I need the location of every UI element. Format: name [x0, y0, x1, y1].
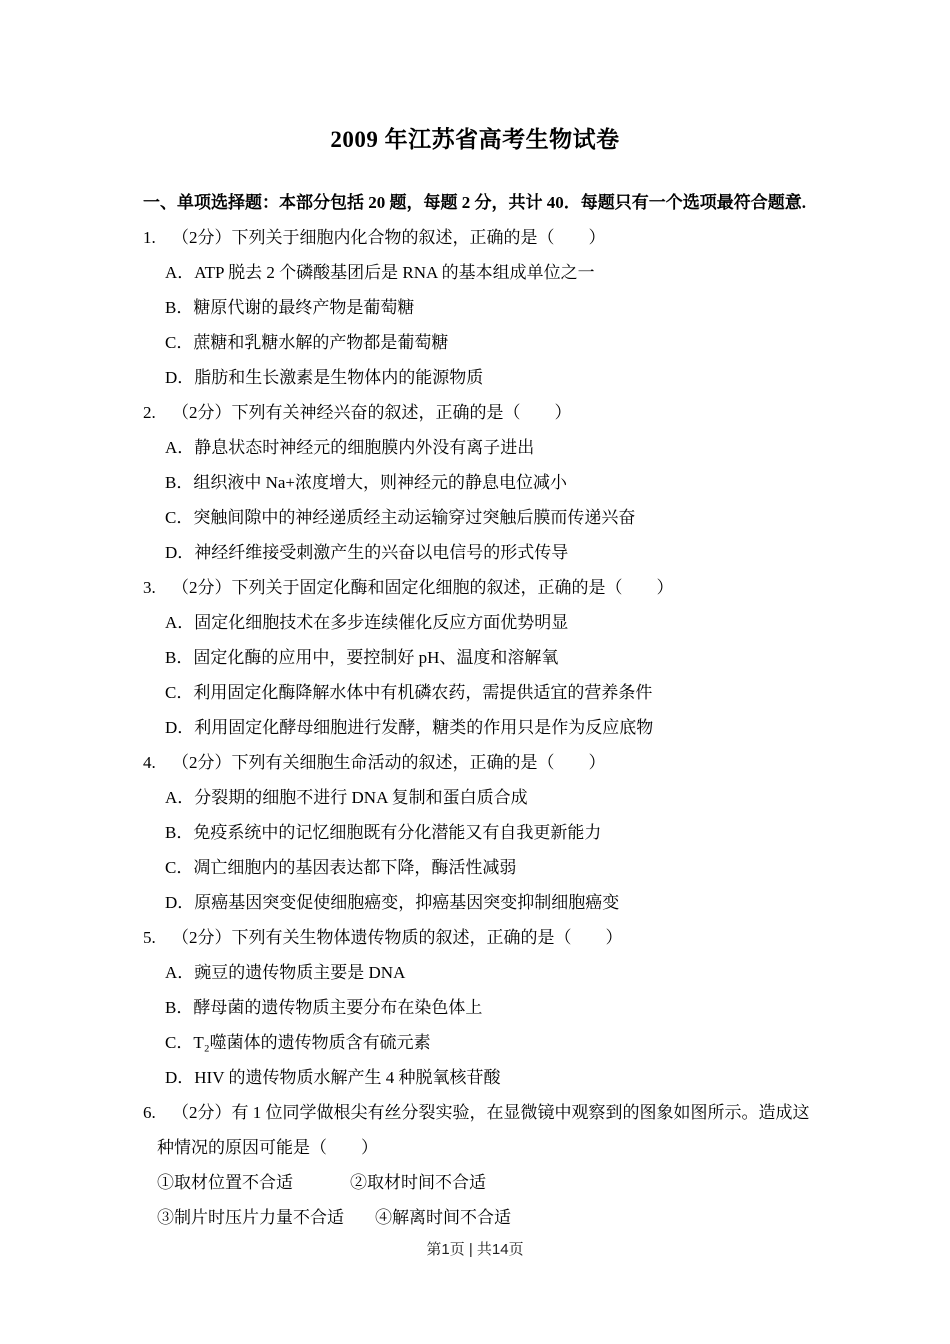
option-text: 静息状态时神经元的细胞膜内外没有离子进出: [194, 438, 535, 457]
option-letter: A．: [165, 788, 195, 807]
option-text: 蔗糖和乳糖水解的产物都是葡萄糖: [193, 333, 449, 352]
option-row: [143, 360, 862, 395]
option-row: [143, 850, 862, 885]
option-text: T₂噬菌体的遗传物质含有硫元素: [193, 1033, 431, 1052]
question-number: 2.: [143, 403, 156, 422]
option-text: 固定化酶的应用中，要控制好 pH、温度和溶解氧: [193, 648, 559, 667]
question-stem-line: [143, 1095, 862, 1130]
questions-list: [143, 220, 862, 1235]
option-text: 神经纤维接受刺激产生的兴奋以电信号的形式传导: [194, 543, 569, 562]
option-row: [143, 990, 862, 1025]
question-stem-line: [143, 570, 862, 605]
question-stem: （2分）下列有关细胞生命活动的叙述，正确的是（ ）: [172, 753, 606, 772]
option-letter: B．: [165, 998, 194, 1017]
question-number: 4.: [143, 753, 156, 772]
question-6: [143, 1095, 862, 1235]
option-row: [143, 640, 862, 675]
question-stem-line: [143, 920, 862, 955]
option-letter: B．: [165, 473, 194, 492]
question-stem: （2分）下列有关神经兴奋的叙述，正确的是（ ）: [172, 403, 572, 422]
question-stem-line: [143, 745, 862, 780]
sub-options-row: [143, 1165, 862, 1200]
option-row: [143, 675, 862, 710]
option-text: ATP 脱去 2 个磷酸基团后是 RNA 的基本组成单位之一: [194, 263, 595, 282]
question-stem-line: [143, 395, 862, 430]
option-letter: A．: [165, 613, 195, 632]
option-letter: D．: [165, 543, 195, 562]
question-stem: （2分）下列关于固定化酶和固定化细胞的叙述，正确的是（ ）: [172, 578, 674, 597]
option-letter: B．: [165, 298, 194, 317]
option-text: 组织液中 Na+浓度增大，则神经元的静息电位减小: [193, 473, 568, 492]
question-stem: （2分）有 1 位同学做根尖有丝分裂实验，在显微镜中观察到的图象如图所示。造成这: [172, 1103, 810, 1122]
option-row: [143, 605, 862, 640]
question-stem: （2分）下列关于细胞内化合物的叙述，正确的是（ ）: [172, 228, 606, 247]
option-letter: C．: [165, 858, 194, 877]
option-row: [143, 290, 862, 325]
option-text: 利用固定化酶降解水体中有机磷农药，需提供适宜的营养条件: [193, 683, 653, 702]
option-letter: C．: [165, 508, 194, 527]
option-letter: B．: [165, 823, 194, 842]
question-stem: （2分）下列有关生物体遗传物质的叙述，正确的是（ ）: [172, 928, 623, 947]
question-number: 5.: [143, 928, 156, 947]
sub-option: ②取材时间不合适: [350, 1173, 486, 1192]
option-row: [143, 780, 862, 815]
option-text: 分裂期的细胞不进行 DNA 复制和蛋白质合成: [194, 788, 528, 807]
question-stem-continuation: 种情况的原因可能是（ ）: [157, 1138, 378, 1157]
question-1: [143, 220, 862, 395]
option-text: HIV 的遗传物质水解产生 4 种脱氧核苷酸: [194, 1068, 501, 1087]
sub-option: ①取材位置不合适: [157, 1173, 293, 1192]
question-number: 1.: [143, 228, 156, 247]
section-heading: 一、单项选择题：本部分包括 20 题，每题 2 分，共计 40．每题只有一个选项最符合题意.: [143, 193, 806, 212]
option-text: 利用固定化酵母细胞进行发酵，糖类的作用只是作为反应底物: [194, 718, 654, 737]
option-letter: C．: [165, 683, 194, 702]
sub-options-row: [143, 1200, 862, 1235]
option-row: [143, 815, 862, 850]
option-row: [143, 955, 862, 990]
option-text: 突触间隙中的神经递质经主动运输穿过突触后膜而传递兴奋: [193, 508, 636, 527]
option-row: [143, 325, 862, 360]
option-letter: A．: [165, 438, 195, 457]
sub-option: ④解离时间不合适: [375, 1208, 511, 1227]
option-text: 糖原代谢的最终产物是葡萄糖: [193, 298, 415, 317]
question-5: [143, 920, 862, 1095]
option-text: 固定化细胞技术在多步连续催化反应方面优势明显: [194, 613, 569, 632]
option-row: [143, 1060, 862, 1095]
option-letter: C．: [165, 1033, 194, 1052]
option-text: 豌豆的遗传物质主要是 DNA: [194, 963, 406, 982]
option-letter: C．: [165, 333, 194, 352]
option-text: 免疫系统中的记忆细胞既有分化潜能又有自我更新能力: [193, 823, 602, 842]
option-row: [143, 710, 862, 745]
question-4: [143, 745, 862, 920]
option-text: 酵母菌的遗传物质主要分布在染色体上: [193, 998, 483, 1017]
option-letter: D．: [165, 718, 195, 737]
question-number: 6.: [143, 1103, 156, 1122]
option-letter: D．: [165, 368, 195, 387]
page-title: 2009 年江苏省高考生物试卷: [330, 127, 620, 152]
option-row: [143, 885, 862, 920]
option-row: [143, 500, 862, 535]
sub-option: ③制片时压片力量不合适: [157, 1208, 344, 1227]
option-row: [143, 1025, 862, 1060]
option-row: [143, 465, 862, 500]
option-letter: B．: [165, 648, 194, 667]
question-stem-line: [143, 220, 862, 255]
option-letter: A．: [165, 963, 195, 982]
option-text: 凋亡细胞内的基因表达都下降，酶活性减弱: [193, 858, 517, 877]
option-letter: A．: [165, 263, 195, 282]
option-text: 脂肪和生长激素是生物体内的能源物质: [194, 368, 484, 387]
option-letter: D．: [165, 893, 195, 912]
option-row: [143, 430, 862, 465]
option-letter: D．: [165, 1068, 195, 1087]
option-row: [143, 255, 862, 290]
question-2: [143, 395, 862, 570]
question-number: 3.: [143, 578, 156, 597]
question-3: [143, 570, 862, 745]
option-row: [143, 535, 862, 570]
option-text: 原癌基因突变促使细胞癌变，抑癌基因突变抑制细胞癌变: [194, 893, 620, 912]
page-footer: 第1页 | 共14页: [426, 1241, 524, 1258]
